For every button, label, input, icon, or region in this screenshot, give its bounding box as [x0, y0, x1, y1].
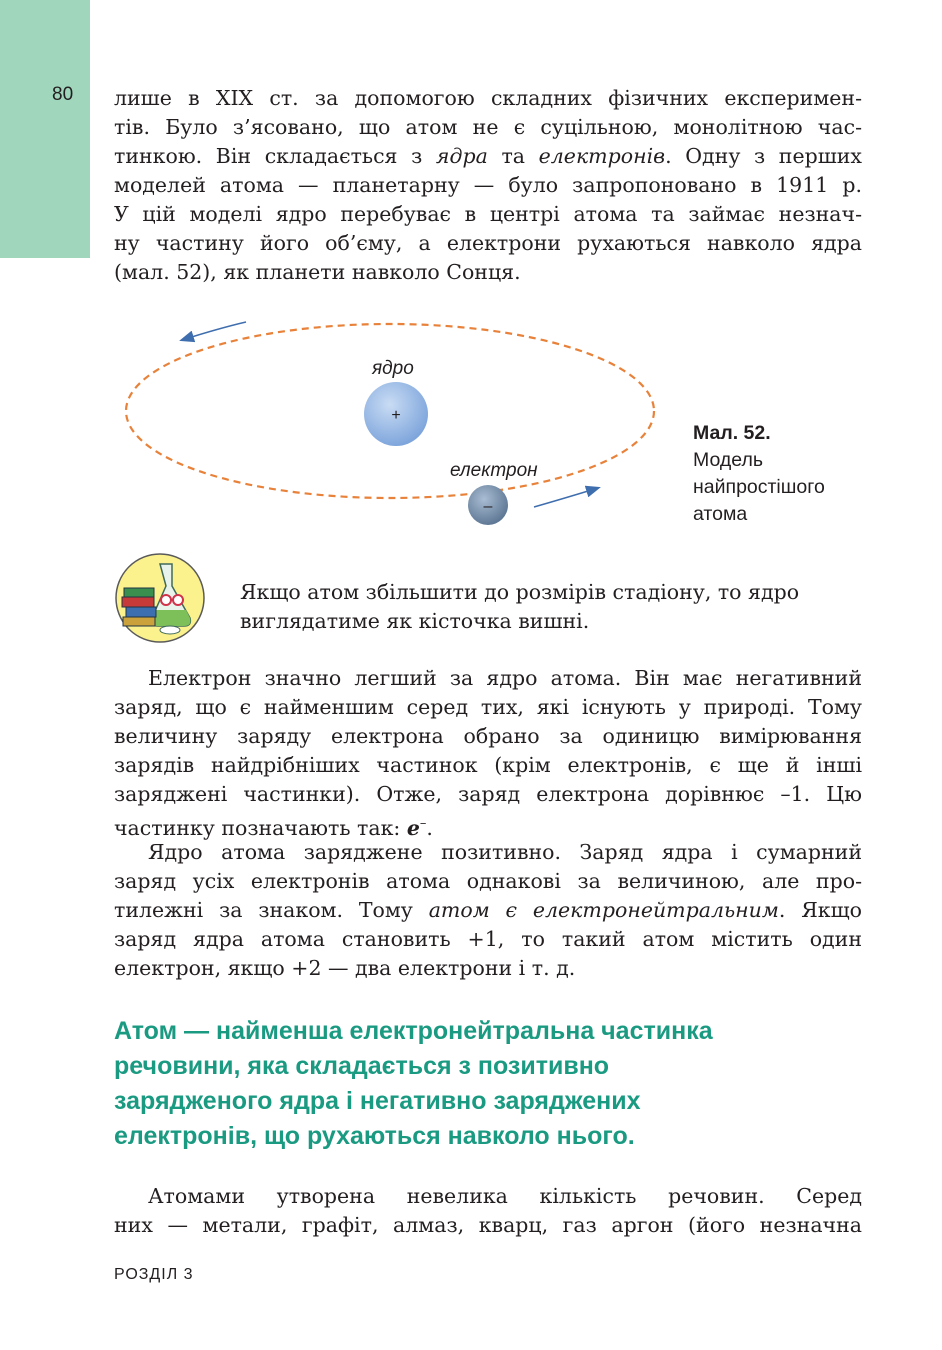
text-line: тів. Було з’ясовано, що атом не є суцільною, монолітною час- [114, 115, 862, 139]
paragraph-nucleus-charge [114, 838, 862, 983]
figure-caption [693, 420, 825, 528]
text-line: моделей атома — планетарну — було запропоновано в 1911 р. [114, 173, 862, 197]
chapter-footer: РОЗДІЛ 3 [114, 1266, 194, 1283]
term-electrons: електронів [538, 144, 666, 168]
definition-line: зарядженого ядра і негативно заряджених [114, 1087, 641, 1115]
books-flask-icon [114, 552, 206, 644]
electron-label: електрон [450, 460, 538, 481]
orbit-arrow-top [182, 322, 246, 340]
text-line: частинку позначають так: e–. [114, 815, 433, 840]
text-line: заряд усіх електронів атома однакові за величиною, але про- [114, 869, 862, 893]
text-line: ну частину його об’єму, а електрони рухаються навколо ядра [114, 231, 862, 255]
caption-line: найпростішого [693, 476, 825, 498]
text-line: зарядів найдрібніших частинок (крім електронів, є ще й інші [114, 753, 862, 777]
text-line: заряд ядра атома становить +1, то такий атом містить один [114, 927, 862, 951]
atom-definition [114, 1014, 874, 1154]
definition-line: речовини, яка складається з позитивно [114, 1052, 610, 1080]
term-electroneutral: атом є електронейтральним [428, 898, 779, 922]
term-nucleus: ядра [435, 144, 488, 168]
text-line: (мал. 52), як планети навколо Сонця. [114, 260, 521, 284]
text-line: Атомами утворена невелика кількість речовин. Серед [148, 1184, 862, 1208]
fun-fact-note [240, 578, 860, 636]
electron-sign: – [483, 498, 493, 515]
text-line: них — метали, графіт, алмаз, кварц, газ аргон (його незначна [114, 1213, 862, 1237]
nucleus-label: ядро [372, 358, 414, 379]
definition-line: Атом — найменша електронейтральна частинка [114, 1017, 713, 1045]
caption-title: Мал. 52. [693, 422, 771, 444]
text-line: У цій моделі ядро перебуває в центрі атома та займає незнач- [114, 202, 862, 226]
text-line: Якщо атом збільшити до розмірів стадіону, то ядро [240, 580, 800, 604]
chapter-side-tab [0, 0, 90, 258]
caption-line: Модель [693, 449, 763, 471]
text-line: заряд, що є найменшим серед тих, які існують у природі. Тому [114, 695, 862, 719]
atom-model-figure [110, 300, 670, 540]
text-line: тинкою. Він складається з ядра та електронів. Одну з перших [114, 144, 862, 168]
caption-line: атома [693, 503, 748, 525]
paragraph-atomic-substances [114, 1182, 862, 1240]
text-line: заряджені частинки). Отже, заряд електрона дорівнює –1. Цю [114, 782, 862, 806]
text-line: Ядро атома заряджене позитивно. Заряд ядра і сумарний [148, 840, 862, 864]
text-line: лише в XIX ст. за допомогою складних фізичних експеримен- [114, 86, 862, 110]
paragraph-atom-structure [114, 84, 862, 287]
electron-charge-sup: – [419, 816, 427, 831]
text-line: величину заряду електрона обрано за одиницю вимірювання [114, 724, 862, 748]
electron-symbol: e [406, 815, 420, 840]
text-line: тилежні за знаком. Тому атом є електронейтральним. Якщо [114, 898, 862, 922]
text-line: Електрон значно легший за ядро атома. Він має негативний [148, 666, 862, 690]
text-line: виглядатиме як кісточка вишні. [240, 609, 590, 633]
definition-line: електронів, що рухаються навколо нього. [114, 1122, 635, 1150]
orbit-arrow-bottom [534, 488, 598, 507]
nucleus-sign: + [391, 407, 401, 424]
text-line: електрон, якщо +2 — два електрони і т. д. [114, 956, 576, 980]
page-number: 80 [52, 84, 74, 105]
paragraph-electron [114, 664, 862, 843]
